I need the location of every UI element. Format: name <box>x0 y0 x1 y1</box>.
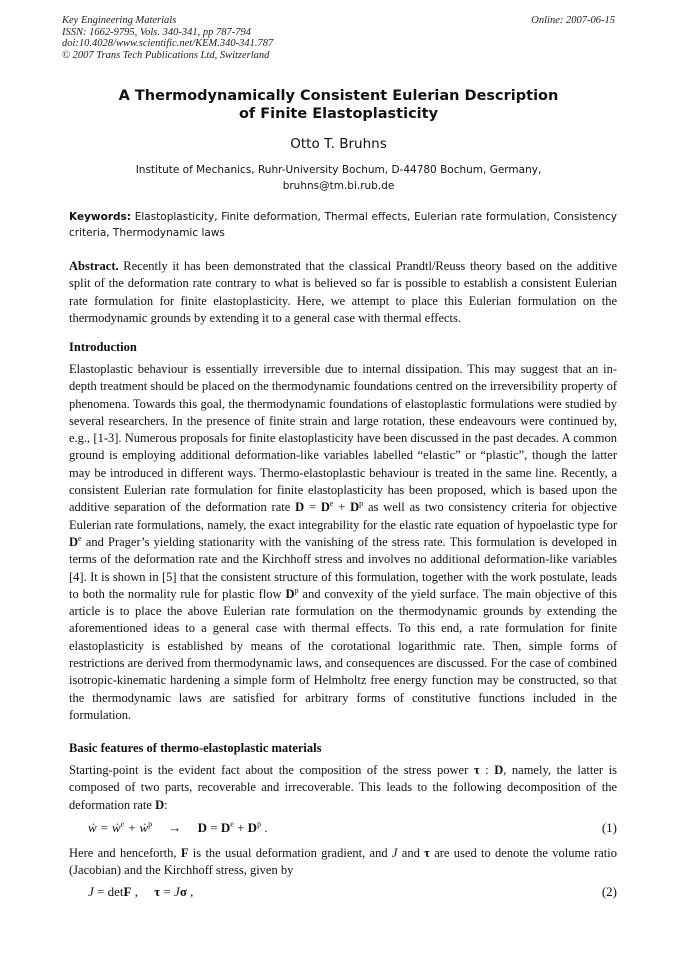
math-D-stress: D <box>494 763 504 777</box>
equation-1 <box>88 820 617 836</box>
math-De: D <box>320 500 330 515</box>
eq1-plus2: + <box>233 820 248 835</box>
basic-features-paragraph <box>69 762 617 814</box>
keywords-text: Elastoplasticity, Finite deformation, Thermal effects, Eulerian rate formulation, Consistency criteria, Thermodynamic laws <box>69 211 617 239</box>
intro-text-3: and Prager’s yielding stationarity with the vanishing of the stress rate. This formulation is developed in terms of the deformation rate and the Kirchhoff stress and involves no additional deformation-like variables [4]. It is shown in [5] that the consistent structure of this formulation, together with the work postulate, leads to both the normality rule for plastic flow <box>69 534 617 601</box>
journal-name: Key Engineering Materials <box>62 15 177 26</box>
math-De-2: D <box>69 534 79 549</box>
title-line-1: A Thermodynamically Consistent Eulerian Description <box>118 88 559 104</box>
math-colon: : <box>479 763 495 777</box>
paper-title <box>62 87 615 123</box>
eq1-equals: = <box>207 820 221 835</box>
eq1-De-sup: e <box>230 819 234 829</box>
institute: Institute of Mechanics, Ruhr-University Bochum, D-44780 Bochum, Germany, <box>135 164 542 176</box>
copyright-line: © 2007 Trans Tech Publications Ltd, Switzerland <box>62 49 270 61</box>
math-equals: = <box>304 500 321 515</box>
after1-text-1: Here and henceforth, <box>69 846 181 860</box>
eq2-equals: = <box>160 884 175 899</box>
eq1-sup-p: p <box>148 819 153 829</box>
eq1-lhs: ẇ = ẇ <box>88 820 121 835</box>
intro-text-4: and convexity of the yield surface. The main objective of this article is to place the above Eulerian rate formulation on the thermodynamic grounds by extending the aforementioned ideas to a general case with thermal effects. To this end, a rate formulation for finite elastoplasticity is established by means of the corotational logarithmic rate. Then, simple forms of restrictions are derived from thermodynamic laws, and consequences are discussed. For the case of combined isotropic-kinematic hardening a simple form of Helmholtz free energy function may be constructed, so that the thermodynamic laws are satisfied for arbitrary forms of constitutive functions included in the formulation. <box>69 586 618 722</box>
eq2-comma-1: , <box>131 884 138 899</box>
eq2-det: = det <box>93 884 124 899</box>
eq2-F: F <box>123 884 132 899</box>
after1-text-3: and <box>397 846 425 860</box>
eq1-dot: . <box>261 820 268 835</box>
eq1-Dp: D <box>247 820 258 835</box>
issn-line: ISSN: 1662-9795, Vols. 340-341, pp 787-794 <box>62 26 251 38</box>
math-Dp: D <box>350 500 360 515</box>
equation-1-number: (1) <box>601 820 617 835</box>
eq1-D: D <box>197 820 208 835</box>
math-tau: τ <box>473 763 480 777</box>
basic-text-3: : <box>164 797 168 812</box>
affiliation <box>62 162 615 194</box>
math-sup-e-2: e <box>78 533 82 543</box>
keywords-label: Keywords: <box>69 211 131 223</box>
math-plus: + <box>333 500 351 515</box>
intro-text-1: Elastoplastic behaviour is essentially irreversible due to internal dissipation. This may suggest that an in-depth treatment should be placed on the thermodynamic foundations centred on the irreversibility property of phenomena. Towards this goal, the thermodynamic foundations of elastoplastic formulations were studied by several researchers. In the presence of finite strain and large rotation, these endeavours were continued by, e.g., [1-3]. Numerous proposals for finite elastoplasticity have been discussed in the past decades. A common ground is employing additional deformation-like variables labelled “elastic” or “plastic”, though the latter may be introduced in different ways. Thermo-elastoplastic behaviour is treated in the same line. Recently, a consistent Eulerian rate formulation for finite elastoplasticity has been proposed, which is based upon the additive separation of the deformation rate <box>69 362 617 515</box>
after1-text-2: is the usual deformation gradient, and <box>188 846 392 860</box>
keywords <box>69 209 617 241</box>
doi-line[interactable]: doi:10.4028/www.scientific.net/KEM.340-341.787 <box>62 38 274 49</box>
eq1-sup-e: e <box>120 819 125 829</box>
online-date: Online: 2007-06-15 <box>531 15 615 26</box>
equation-2-number: (2) <box>601 884 617 899</box>
abstract-label: Abstract. <box>69 259 119 273</box>
math-D-rate: D <box>155 797 165 812</box>
author-name: Otto T. Bruhns <box>290 136 387 152</box>
math-sup-p: p <box>359 499 364 509</box>
abstract <box>69 258 617 327</box>
eq1-plus: + ẇ <box>124 820 149 835</box>
eq1-Dp-sup: p <box>257 819 262 829</box>
math-Dp-2: D <box>285 586 295 601</box>
section-heading-basic-features: Basic features of thermo-elastoplastic materials <box>69 741 322 755</box>
eq2-comma-2: , <box>186 884 194 899</box>
math-D: D <box>295 500 305 515</box>
intro-text-2: as well as two consistency criteria for objective Eulerian rate formulations, namely, the exact integrability for the elastic rate equation of hypoelastic type for <box>69 500 617 532</box>
eq2-J: J <box>88 884 94 899</box>
journal-header <box>62 15 615 61</box>
equation-2-expression <box>88 884 193 899</box>
introduction-paragraph <box>69 361 617 724</box>
basic-text-2: , namely, the latter is composed of two parts, recoverable and irrecoverable. This leads to the following decomposition of the deformation rate <box>69 763 617 812</box>
math-sup-e: e <box>329 499 334 509</box>
equation-2 <box>88 884 617 900</box>
abstract-text: Recently it has been demonstrated that the classical Prandtl/Reuss theory based on the additive split of the deformation rate contrary to what is believed so far is possible to establish a consistent Eulerian rate formulation for finite elastoplasticity. Here, we attempt to place this Eulerian formulation on the thermodynamic grounds by extending it to a general case with thermal effects. <box>69 259 618 325</box>
after-equation-1-paragraph <box>69 845 617 880</box>
equation-1-expression <box>88 820 268 835</box>
section-heading-introduction: Introduction <box>69 340 137 354</box>
basic-text-1: Starting-point is the evident fact about the composition of the stress power <box>69 763 474 777</box>
eq2-sigma: σ <box>179 884 187 899</box>
after1-text-4: are used to denote the volume ratio (Jacobian) and the Kirchhoff stress, given by <box>69 846 617 878</box>
math-F: F <box>180 846 189 860</box>
eq1-arrow: → <box>168 820 182 835</box>
math-tau-2: τ <box>424 846 430 860</box>
eq1-De: D <box>220 820 231 835</box>
math-J: J <box>391 846 398 860</box>
title-line-2: of Finite Elastoplasticity <box>238 106 439 122</box>
math-sup-p-2: p <box>294 585 299 595</box>
eq2-tau: τ <box>154 884 161 899</box>
eq2-J2: J <box>174 884 180 899</box>
author-email[interactable]: bruhns@tm.bi.rub.de <box>282 180 395 192</box>
